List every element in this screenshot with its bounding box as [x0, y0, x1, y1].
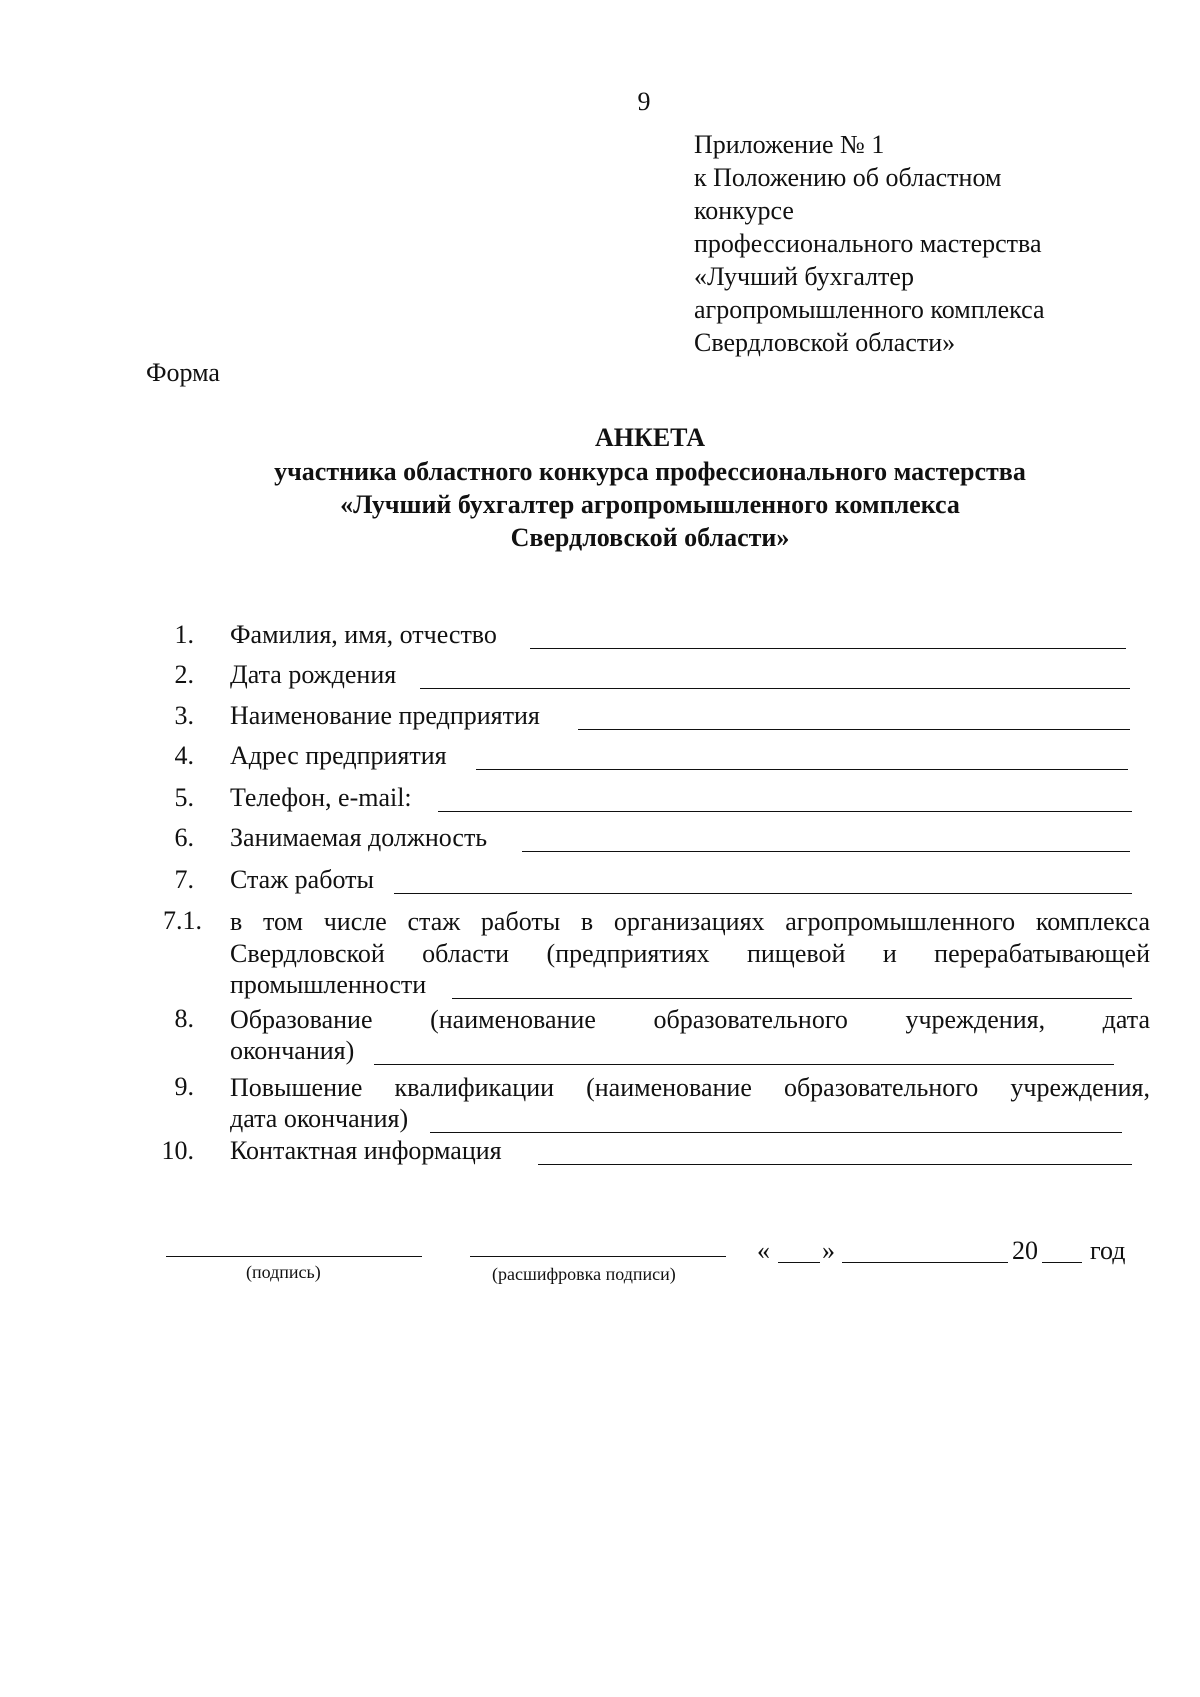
appendix-line: «Лучший бухгалтер [694, 262, 914, 291]
item-number: 6. [174, 823, 194, 852]
document-title: АНКЕТА [594, 423, 706, 452]
field-label-contact-info: Контактная информация [230, 1136, 502, 1165]
appendix-line: Приложение № 1 [694, 130, 885, 159]
input-line-phone-email[interactable] [438, 811, 1132, 812]
signature-line[interactable] [166, 1256, 422, 1257]
input-line-position[interactable] [522, 851, 1130, 852]
input-line-qualification[interactable] [430, 1132, 1122, 1133]
field-label-education: окончания) [230, 1036, 355, 1065]
document-subtitle-line: участника областного конкурса профессионального мастерства [274, 457, 1026, 486]
field-label-agro-experience: промышленности [230, 970, 427, 999]
date-quote-open: « [757, 1236, 770, 1265]
document-subtitle-line: «Лучший бухгалтер агропромышленного комплекса [340, 490, 960, 519]
date-year-line[interactable] [1042, 1262, 1082, 1263]
input-line-agro-experience[interactable] [452, 998, 1132, 999]
item-9-line: Повышение квалификации (наименование образовательного учреждения, [230, 1073, 1150, 1102]
item-number: 4. [174, 741, 194, 770]
input-line-company-address[interactable] [476, 769, 1128, 770]
input-line-company-name[interactable] [578, 729, 1130, 730]
item-number: 8. [174, 1004, 194, 1033]
input-line-work-experience[interactable] [394, 893, 1132, 894]
appendix-reference [694, 128, 1045, 359]
item-number: 2. [174, 660, 194, 689]
appendix-line: конкурсе [694, 196, 794, 225]
input-line-birth-date[interactable] [420, 688, 1130, 689]
field-label-full-name: Фамилия, имя, отчество [230, 620, 497, 649]
input-line-full-name[interactable] [530, 648, 1126, 649]
field-label-company-address: Адрес предприятия [230, 741, 447, 770]
appendix-line: Свердловской области» [694, 328, 956, 357]
form-label: Форма [146, 358, 220, 387]
field-label-birth-date: Дата рождения [230, 660, 397, 689]
signature-decode-line[interactable] [470, 1256, 726, 1257]
appendix-line: агропромышленного комплекса [694, 295, 1045, 324]
date-year-prefix: 20 [1012, 1236, 1038, 1265]
date-month-line[interactable] [842, 1262, 1008, 1263]
input-line-contact-info[interactable] [538, 1164, 1132, 1165]
date-day-line[interactable] [778, 1262, 820, 1263]
appendix-line: профессионального мастерства [694, 229, 1042, 258]
document-subtitle-line: Свердловской области» [510, 523, 790, 552]
item-8-line: Образование (наименование образовательного учреждения, дата [230, 1005, 1150, 1034]
field-label-work-experience: Стаж работы [230, 865, 374, 894]
signature-decode-caption: (расшифровка подписи) [492, 1264, 676, 1284]
field-label-phone-email: Телефон, e-mail: [230, 783, 412, 812]
item-number: 7.1. [163, 906, 202, 935]
signature-caption: (подпись) [246, 1262, 321, 1282]
appendix-line: к Положению об областном [694, 163, 1002, 192]
item-number: 3. [174, 701, 194, 730]
field-label-company-name: Наименование предприятия [230, 701, 540, 730]
item-7-1-line: в том числе стаж работы в организациях агропромышленного комплекса [230, 907, 1150, 936]
date-year-word: год [1090, 1236, 1126, 1265]
item-number: 10. [161, 1136, 194, 1165]
item-number: 1. [174, 620, 194, 649]
item-number: 9. [174, 1072, 194, 1101]
page-number: 9 [637, 87, 651, 116]
item-7-1-line: Свердловской области (предприятиях пищевой и перерабатывающей [230, 939, 1150, 968]
date-quote-close: » [822, 1236, 835, 1265]
item-number: 5. [174, 783, 194, 812]
field-label-position: Занимаемая должность [230, 823, 488, 852]
field-label-qualification: дата окончания) [230, 1104, 409, 1133]
item-number: 7. [174, 865, 194, 894]
input-line-education[interactable] [374, 1064, 1114, 1065]
